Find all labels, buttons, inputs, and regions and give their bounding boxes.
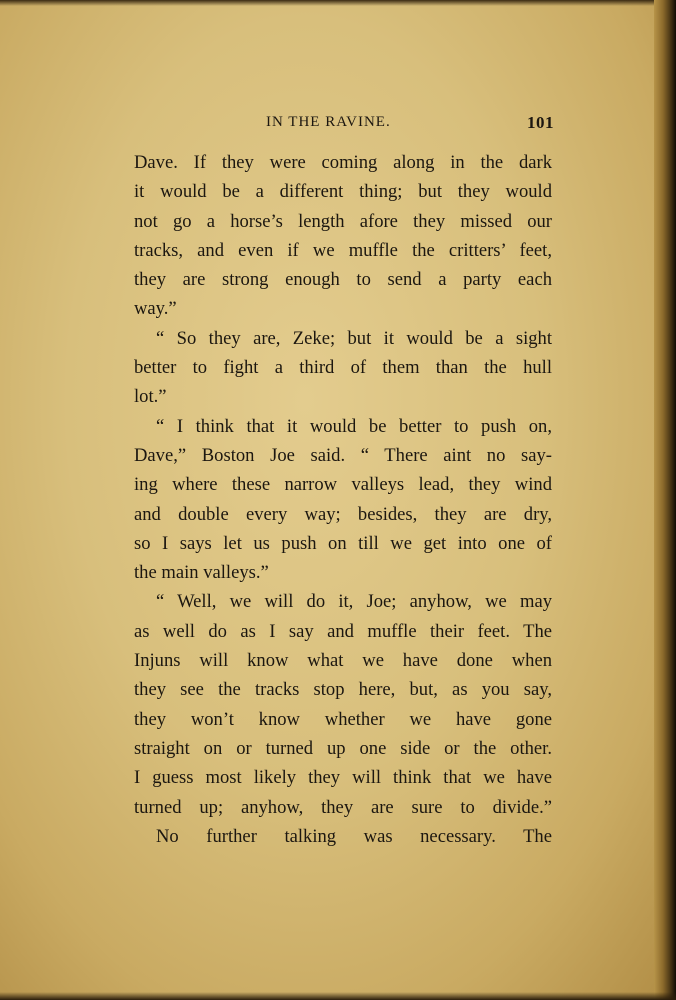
- text-line: better to fight a third of them than the hull: [134, 357, 552, 379]
- page-top-shadow: [0, 0, 676, 6]
- text-line: Dave,” Boston Joe said. “ There aint no say-: [134, 444, 552, 466]
- text-line: as well do as I say and muffle their feet. The: [134, 620, 552, 642]
- text-line: they see the tracks stop here, but, as you say,: [134, 679, 552, 701]
- text-line: and double every way; besides, they are dry,: [134, 503, 552, 525]
- text-line: Dave. If they were coming along in the dark: [134, 152, 552, 173]
- text-line: ing where these narrow valleys lead, they wind: [134, 474, 552, 496]
- text-line: they won’t know whether we have gone: [134, 708, 552, 730]
- text-line: “ So they are, Zeke; but it would be a sight: [156, 327, 552, 349]
- text-line: so I says let us push on till we get into one of: [134, 532, 552, 554]
- text-line: they are strong enough to send a party each: [134, 269, 552, 291]
- text-line: lot.”: [134, 386, 167, 408]
- text-line: the main valleys.”: [134, 562, 269, 584]
- text-line: straight on or turned up one side or the other.: [134, 737, 552, 759]
- running-head: IN THE RAVINE.: [266, 114, 391, 130]
- text-line: “ Well, we will do it, Joe; anyhow, we may: [156, 591, 552, 613]
- page-header: [134, 114, 554, 138]
- body-text: [134, 148, 552, 851]
- text-line: Injuns will know what we have done when: [134, 650, 552, 672]
- text-line: No further talking was necessary. The: [156, 825, 552, 847]
- text-line: way.”: [134, 298, 177, 320]
- page-bottom-shadow: [0, 992, 676, 1000]
- text-line: tracks, and even if we muffle the critters’ feet,: [134, 239, 552, 261]
- text-line: it would be a different thing; but they would: [134, 181, 552, 203]
- page-binding-edge: [654, 0, 676, 1000]
- page-number: 101: [527, 113, 554, 132]
- text-line: “ I think that it would be better to push on,: [156, 415, 552, 437]
- text-line: I guess most likely they will think that we have: [134, 767, 552, 789]
- text-line: not go a horse’s length afore they missed our: [134, 210, 552, 232]
- text-line: turned up; anyhow, they are sure to divide.”: [134, 796, 552, 818]
